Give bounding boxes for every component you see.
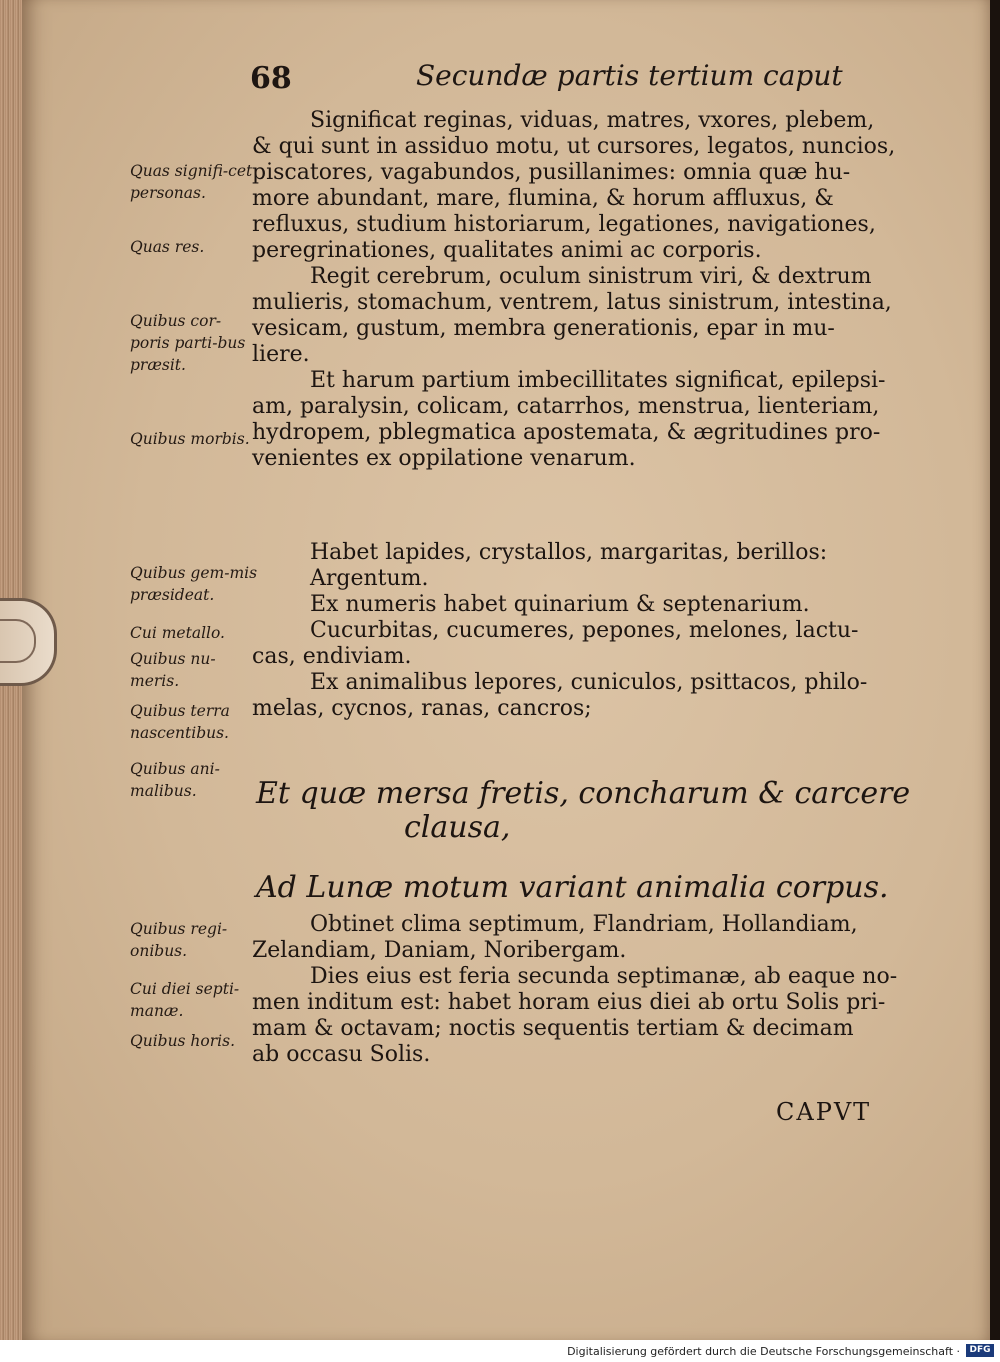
- body-block-2: [252, 540, 912, 722]
- margin-note: Quibus regi-onibus.: [130, 920, 228, 960]
- clasp-inner: [0, 619, 36, 663]
- text-line: & qui sunt in assiduo motu, ut cursores, legatos, nuncios,: [252, 134, 896, 159]
- text-line: liere.: [252, 342, 310, 367]
- margin-note: Cui diei septi-manæ.: [130, 980, 240, 1020]
- verse-quote: [252, 776, 912, 906]
- text-line: Cucurbitas, cucumeres, pepones, melones, lactu-: [310, 618, 859, 643]
- margin-note: Quibus cor-poris parti-bus præsit.: [130, 312, 246, 374]
- margin-note: Cui metallo.: [130, 624, 225, 642]
- text-line: refluxus, studium historiarum, legationes, navigationes,: [252, 212, 876, 237]
- book-clasp: [0, 598, 57, 686]
- page-header: [240, 55, 843, 105]
- verse-line: clausa,: [404, 810, 511, 845]
- running-head: Secundæ partis tertium caput: [416, 59, 843, 92]
- text-line: cas, endiviam.: [252, 644, 412, 669]
- margin-note: Quibus nu-meris.: [130, 650, 216, 690]
- verse-line: Ad Lunæ motum variant animalia corpus.: [256, 870, 889, 905]
- text-line: Zelandiam, Daniam, Noribergam.: [252, 938, 627, 963]
- paragraph-2: [252, 264, 912, 368]
- text-line: vesicam, gustum, membra generationis, epar in mu-: [252, 316, 835, 341]
- text-line: mulieris, stomachum, ventrem, latus sinistrum, intestina,: [252, 290, 892, 315]
- text-line: venientes ex oppilatione venarum.: [252, 446, 636, 471]
- text-line: mam & octavam; noctis sequentis tertiam & decimam: [252, 1016, 854, 1041]
- margin-note: Quibus terra nascentibus.: [130, 702, 230, 742]
- margin-note: Quibus ani-malibus.: [130, 760, 220, 800]
- text-line: men inditum est: habet horam eius diei ab ortu Solis pri-: [252, 990, 886, 1015]
- text-line: Significat reginas, viduas, matres, vxores, plebem,: [310, 108, 875, 133]
- paragraph-1: [252, 108, 912, 264]
- text-line: Ex animalibus lepores, cuniculos, psittacos, philo-: [310, 670, 868, 695]
- text-line: Habet lapides, crystallos, margaritas, berillos:: [310, 540, 828, 565]
- body-block-3: [252, 912, 912, 1068]
- page-number: 68: [250, 61, 292, 96]
- text-line: peregrinationes, qualitates animi ac corporis.: [252, 238, 762, 263]
- text-line: Obtinet clima septimum, Flandriam, Hollandiam,: [310, 912, 858, 937]
- text-line: ab occasu Solis.: [252, 1042, 431, 1067]
- catchword: CAPVT: [776, 1098, 872, 1126]
- text-line: more abundant, mare, flumina, & horum affluxus, &: [252, 186, 834, 211]
- body-block-1: [252, 108, 912, 472]
- margin-note: Quas signifi-cet personas.: [130, 162, 253, 202]
- text-line: Dies eius est feria secunda septimanæ, ab eaque no-: [310, 964, 898, 989]
- text-line: melas, cycnos, ranas, cancros;: [252, 696, 592, 721]
- margin-note: Quibus gem-mis præsideat.: [130, 564, 258, 604]
- digitization-footer: [0, 1340, 1000, 1362]
- footer-credit: Digitalisierung gefördert durch die Deutsche Forschungsgemeinschaft ·: [567, 1345, 960, 1358]
- text-line: Ex numeris habet quinarium & septenarium.: [310, 592, 810, 617]
- paragraph-3: [252, 368, 912, 472]
- text-line: piscatores, vagabundos, pusillanimes: omnia quæ hu-: [252, 160, 851, 185]
- margin-note: Quibus horis.: [130, 1032, 235, 1050]
- margin-note: Quas res.: [130, 238, 205, 256]
- verse-line: Et quæ mersa fretis, concharum & carcere: [256, 776, 911, 811]
- text-line: am, paralysin, colicam, catarrhos, menstrua, lienteriam,: [252, 394, 880, 419]
- text-line: Argentum.: [310, 566, 429, 591]
- text-line: Et harum partium imbecillitates significat, epilepsi-: [310, 368, 886, 393]
- text-line: Regit cerebrum, oculum sinistrum viri, & dextrum: [310, 264, 872, 289]
- text-line: hydropem, pblegmatica apostemata, & ægritudines pro-: [252, 420, 881, 445]
- margin-note: Quibus morbis.: [130, 430, 250, 448]
- dfg-logo[interactable]: DFG: [966, 1344, 994, 1357]
